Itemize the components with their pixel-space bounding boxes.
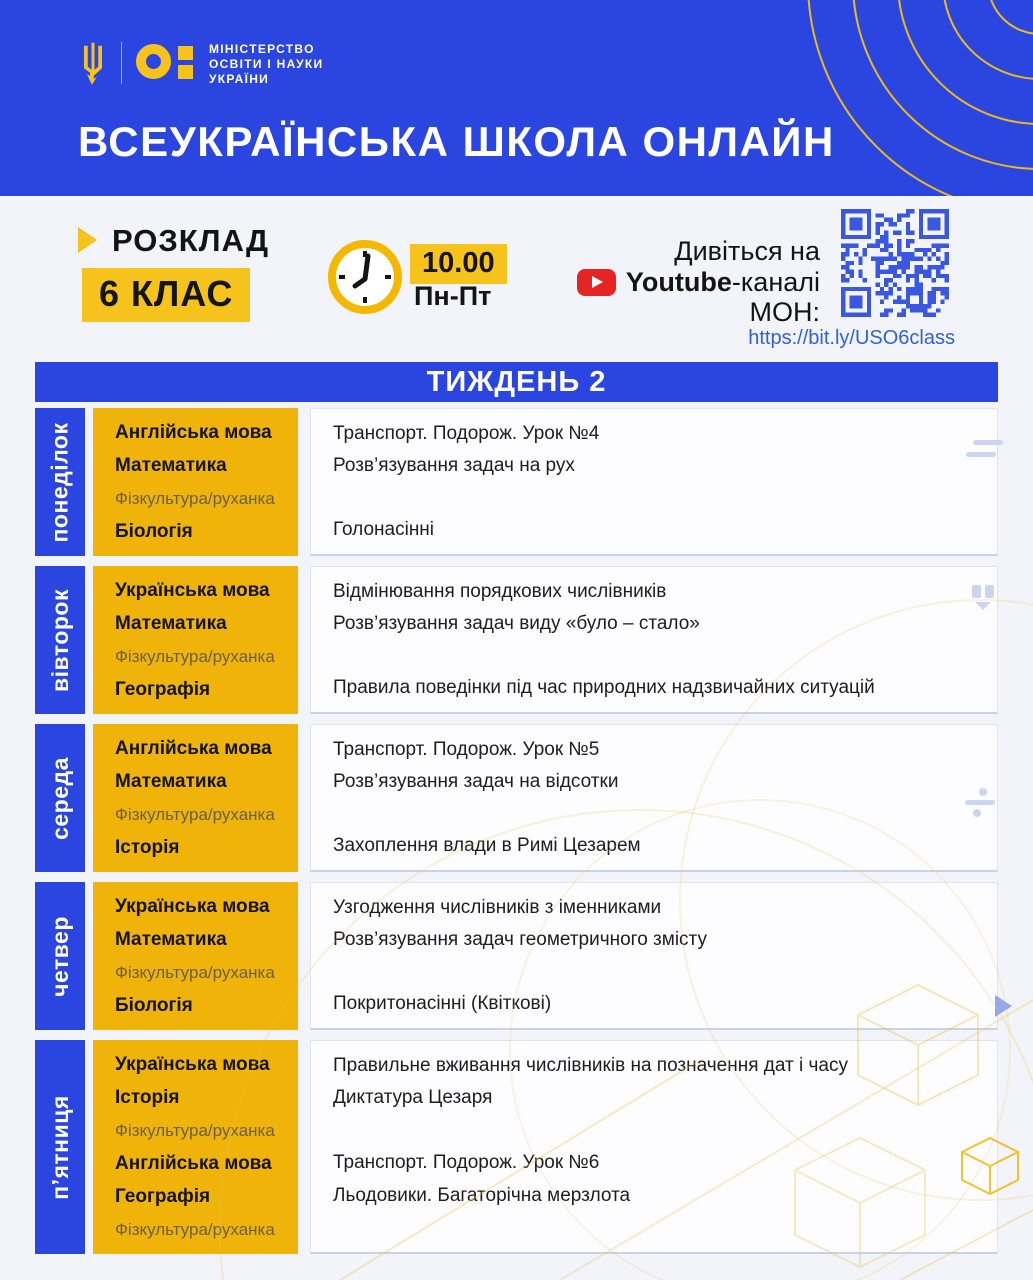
subject-name: Фізкультура/руханка — [115, 1220, 275, 1239]
day-label — [35, 882, 85, 1030]
youtube-play-icon — [577, 269, 616, 296]
subject-name: Українська мова — [115, 580, 270, 601]
lesson-topic: Розв’язування задач геометричного змісту — [333, 929, 707, 950]
subjects-panel — [93, 1040, 298, 1254]
subjects-panel — [93, 408, 298, 556]
subject-name: Біологія — [115, 521, 193, 542]
subject-name: Математика — [115, 455, 227, 476]
lesson-topic: Відмінювання порядкових числівників — [333, 581, 667, 602]
subject-name: Англійська мова — [115, 1153, 272, 1174]
lesson-topic: Узгодження числівників з іменниками — [333, 897, 662, 918]
day-label — [35, 408, 85, 556]
page-title: ВСЕУКРАЇНСЬКА ШКОЛА ОНЛАЙН — [78, 118, 835, 165]
subject-name: Фізкультура/руханка — [115, 1121, 275, 1140]
day-section — [35, 408, 998, 556]
channel-word: -каналі — [731, 267, 820, 297]
days-range: Пн-Пт — [414, 281, 492, 311]
ministry-line: ОСВІТИ І НАУКИ — [209, 57, 324, 71]
lesson-topic: Транспорт. Подорож. Урок №5 — [333, 739, 600, 760]
watch-text — [520, 236, 820, 327]
time-badge: 10.00 — [410, 244, 507, 284]
clock-icon — [327, 239, 403, 315]
watch-line2 — [626, 267, 820, 297]
day-name: вівторок — [46, 588, 73, 692]
watch-line3: МОН: — [749, 297, 820, 327]
topics-panel — [310, 724, 998, 872]
subject-name: Фізкультура/руханка — [115, 647, 275, 666]
ministry-line: УКРАЇНИ — [209, 72, 270, 86]
topics-panel — [310, 408, 998, 556]
lesson-topic: Транспорт. Подорож. Урок №4 — [333, 423, 600, 444]
topics-panel — [310, 882, 998, 1030]
lesson-topic: Правила поведінки під час природних надзвичайних ситуацій — [333, 677, 875, 698]
lesson-topic: Розв’язування задач на відсотки — [333, 771, 619, 792]
subject-name: Англійська мова — [115, 422, 272, 443]
subject-name: Українська мова — [115, 1054, 270, 1075]
ministry-line: МІНІСТЕРСТВО — [209, 42, 315, 56]
schedule-label: РОЗКЛАД — [112, 223, 270, 258]
day-label — [35, 724, 85, 872]
subject-name: Біологія — [115, 995, 193, 1016]
day-section — [35, 882, 998, 1030]
subjects-panel — [93, 882, 298, 1030]
lesson-topic: Розв’язування задач виду «було – стало» — [333, 613, 700, 634]
grade-badge: 6 КЛАС — [82, 268, 250, 322]
day-section — [35, 724, 998, 872]
subject-name: Математика — [115, 771, 227, 792]
lesson-topic — [333, 801, 989, 826]
subject-name: Географія — [115, 679, 211, 700]
subjects-panel — [93, 566, 298, 714]
lesson-topic: Захоплення влади в Римі Цезарем — [333, 835, 641, 856]
youtube-link[interactable]: https://bit.ly/USO6class — [748, 327, 955, 349]
colon-icon — [178, 46, 193, 79]
watch-line1: Дивіться на — [674, 236, 820, 266]
day-name: четвер — [46, 915, 73, 997]
lesson-topic — [333, 1118, 989, 1143]
week-banner: ТИЖДЕНЬ 2 — [35, 362, 998, 402]
lesson-topic — [333, 485, 989, 510]
day-name: середа — [46, 756, 73, 840]
lesson-topic — [333, 1215, 989, 1240]
lesson-topic — [333, 643, 989, 668]
lesson-topic: Транспорт. Подорож. Урок №6 — [333, 1152, 600, 1174]
subjects-panel — [93, 724, 298, 872]
brand-block — [78, 40, 323, 87]
play-marker-icon — [78, 227, 97, 253]
lesson-topic: Покритонасінні (Квіткові) — [333, 993, 552, 1014]
divider — [121, 42, 122, 84]
subject-name: Математика — [115, 929, 227, 950]
subject-name: Математика — [115, 613, 227, 634]
day-name: понеділок — [46, 422, 73, 542]
subject-name: Українська мова — [115, 896, 270, 917]
youtube-word: Youtube — [625, 267, 732, 297]
subject-name: Історія — [115, 1087, 180, 1108]
lesson-topic — [333, 959, 989, 984]
day-name: п’ятниця — [46, 1094, 73, 1200]
lesson-topic: Голонасінні — [333, 519, 435, 540]
topics-panel — [310, 566, 998, 714]
day-label — [35, 566, 85, 714]
lesson-topic: Диктатура Цезаря — [333, 1087, 493, 1109]
mon-logo-icon — [136, 44, 193, 79]
decorative-arcs — [733, 0, 1033, 196]
ministry-name — [209, 42, 323, 87]
days — [35, 408, 998, 1264]
subject-name: Фізкультура/руханка — [115, 489, 275, 508]
topics-panel — [310, 1040, 998, 1254]
lesson-topic: Розв’язування задач на рух — [333, 455, 575, 476]
header — [0, 0, 1033, 196]
lesson-topic: Льодовики. Багаторічна мерзлота — [333, 1184, 631, 1206]
day-section — [35, 566, 998, 714]
day-section — [35, 1040, 998, 1254]
subject-name: Історія — [115, 837, 180, 858]
day-label — [35, 1040, 85, 1254]
subject-name: Фізкультура/руханка — [115, 805, 275, 824]
qr-code — [841, 209, 949, 317]
lesson-topic: Правильне вживання числівників на позначення дат і часу — [333, 1055, 848, 1076]
ring-icon — [136, 44, 171, 79]
subject-name: Фізкультура/руханка — [115, 963, 275, 982]
trident-icon — [78, 41, 108, 85]
subject-name: Англійська мова — [115, 738, 272, 759]
subject-name: Географія — [115, 1186, 211, 1207]
